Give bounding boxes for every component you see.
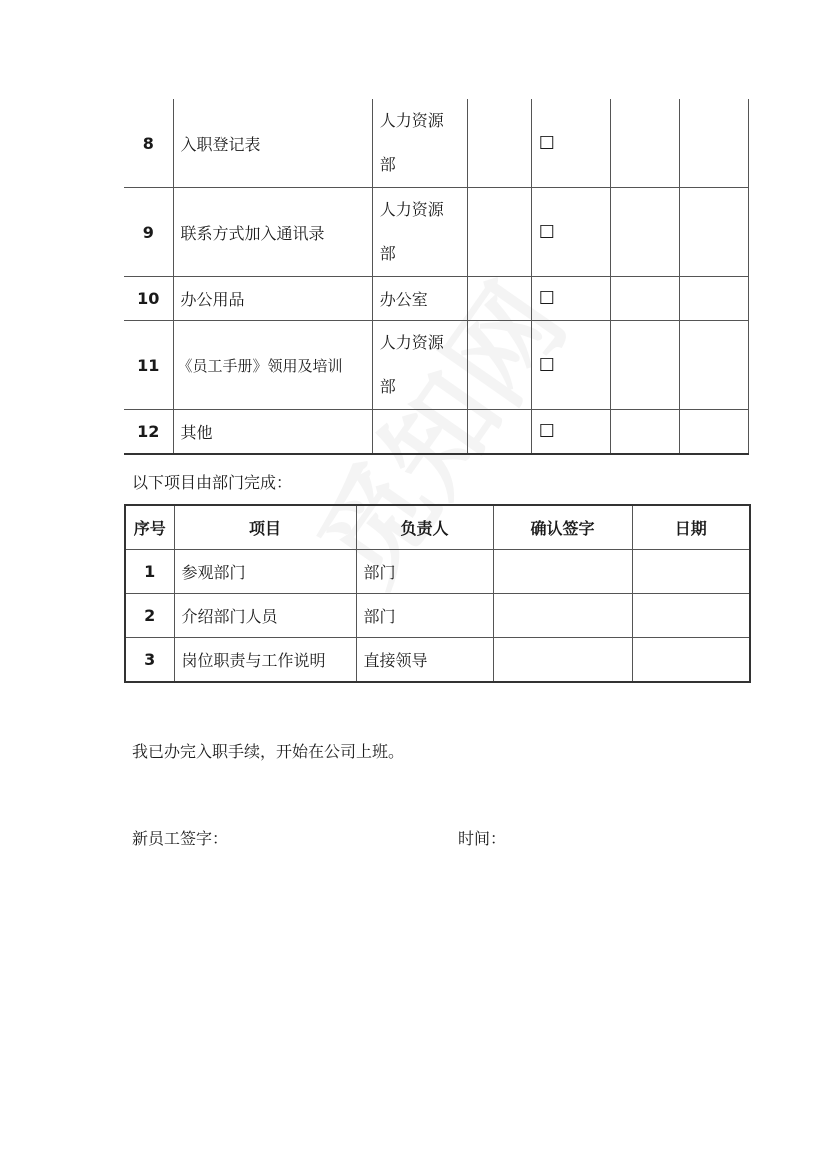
row-number: 8	[124, 99, 173, 188]
table-row	[125, 550, 750, 594]
row-item: 参观部门	[174, 550, 356, 594]
row-number: 9	[124, 188, 173, 277]
date-cell[interactable]	[632, 550, 750, 594]
blank-cell	[610, 410, 679, 454]
blank-cell	[467, 321, 531, 410]
row-number: 12	[124, 410, 173, 454]
row-dept: 人力资源 部	[372, 99, 467, 188]
blank-cell	[679, 188, 748, 277]
blank-cell	[679, 410, 748, 454]
row-item: 介绍部门人员	[174, 594, 356, 638]
checkbox[interactable]: ☐	[531, 99, 610, 188]
table-row	[125, 594, 750, 638]
row-number: 1	[125, 550, 174, 594]
column-header: 日期	[632, 505, 750, 550]
row-number: 10	[124, 277, 173, 321]
checkbox[interactable]: ☐	[531, 277, 610, 321]
blank-cell	[467, 277, 531, 321]
row-owner: 直接领导	[356, 638, 493, 683]
row-number: 2	[125, 594, 174, 638]
row-item: 岗位职责与工作说明	[174, 638, 356, 683]
table-header-row	[125, 505, 750, 550]
time-label: 时间：	[458, 829, 507, 848]
table-row	[124, 321, 749, 410]
row-owner: 部门	[356, 594, 493, 638]
row-owner: 部门	[356, 550, 493, 594]
blank-cell	[610, 188, 679, 277]
row-number: 3	[125, 638, 174, 683]
row-item: 入职登记表	[173, 99, 372, 188]
blank-cell	[610, 99, 679, 188]
row-dept: 人力资源 部	[372, 321, 467, 410]
date-cell[interactable]	[632, 638, 750, 683]
blank-cell	[679, 99, 748, 188]
checkbox[interactable]: ☐	[531, 321, 610, 410]
blank-cell	[679, 277, 748, 321]
blank-cell	[610, 321, 679, 410]
blank-cell	[467, 188, 531, 277]
table-row	[124, 188, 749, 277]
blank-cell	[467, 99, 531, 188]
row-dept: 办公室	[372, 277, 467, 321]
date-cell[interactable]	[632, 594, 750, 638]
onboarding-checklist-table	[124, 99, 749, 455]
column-header: 序号	[125, 505, 174, 550]
table-row	[124, 277, 749, 321]
row-item: 办公用品	[173, 277, 372, 321]
table-row	[125, 638, 750, 683]
signature-cell[interactable]	[493, 638, 632, 683]
section-label: 以下项目由部门完成：	[132, 473, 293, 492]
row-item: 其他	[173, 410, 372, 454]
signature-cell[interactable]	[493, 594, 632, 638]
table-row	[124, 99, 749, 188]
row-dept	[372, 410, 467, 454]
table-row	[124, 410, 749, 454]
row-dept: 人力资源 部	[372, 188, 467, 277]
row-item: 联系方式加入通讯录	[173, 188, 372, 277]
blank-cell	[679, 321, 748, 410]
department-tasks-table	[124, 504, 751, 683]
checkbox[interactable]: ☐	[531, 410, 610, 454]
confirmation-statement: 我已办完入职手续，开始在公司上班。	[132, 742, 405, 761]
checkbox[interactable]: ☐	[531, 188, 610, 277]
column-header: 确认签字	[493, 505, 632, 550]
signature-label: 新员工签字：	[132, 829, 229, 848]
blank-cell	[610, 277, 679, 321]
blank-cell	[467, 410, 531, 454]
column-header: 负责人	[356, 505, 493, 550]
row-number: 11	[124, 321, 173, 410]
column-header: 项目	[174, 505, 356, 550]
row-item: 《员工手册》领用及培训	[173, 321, 372, 410]
signature-cell[interactable]	[493, 550, 632, 594]
